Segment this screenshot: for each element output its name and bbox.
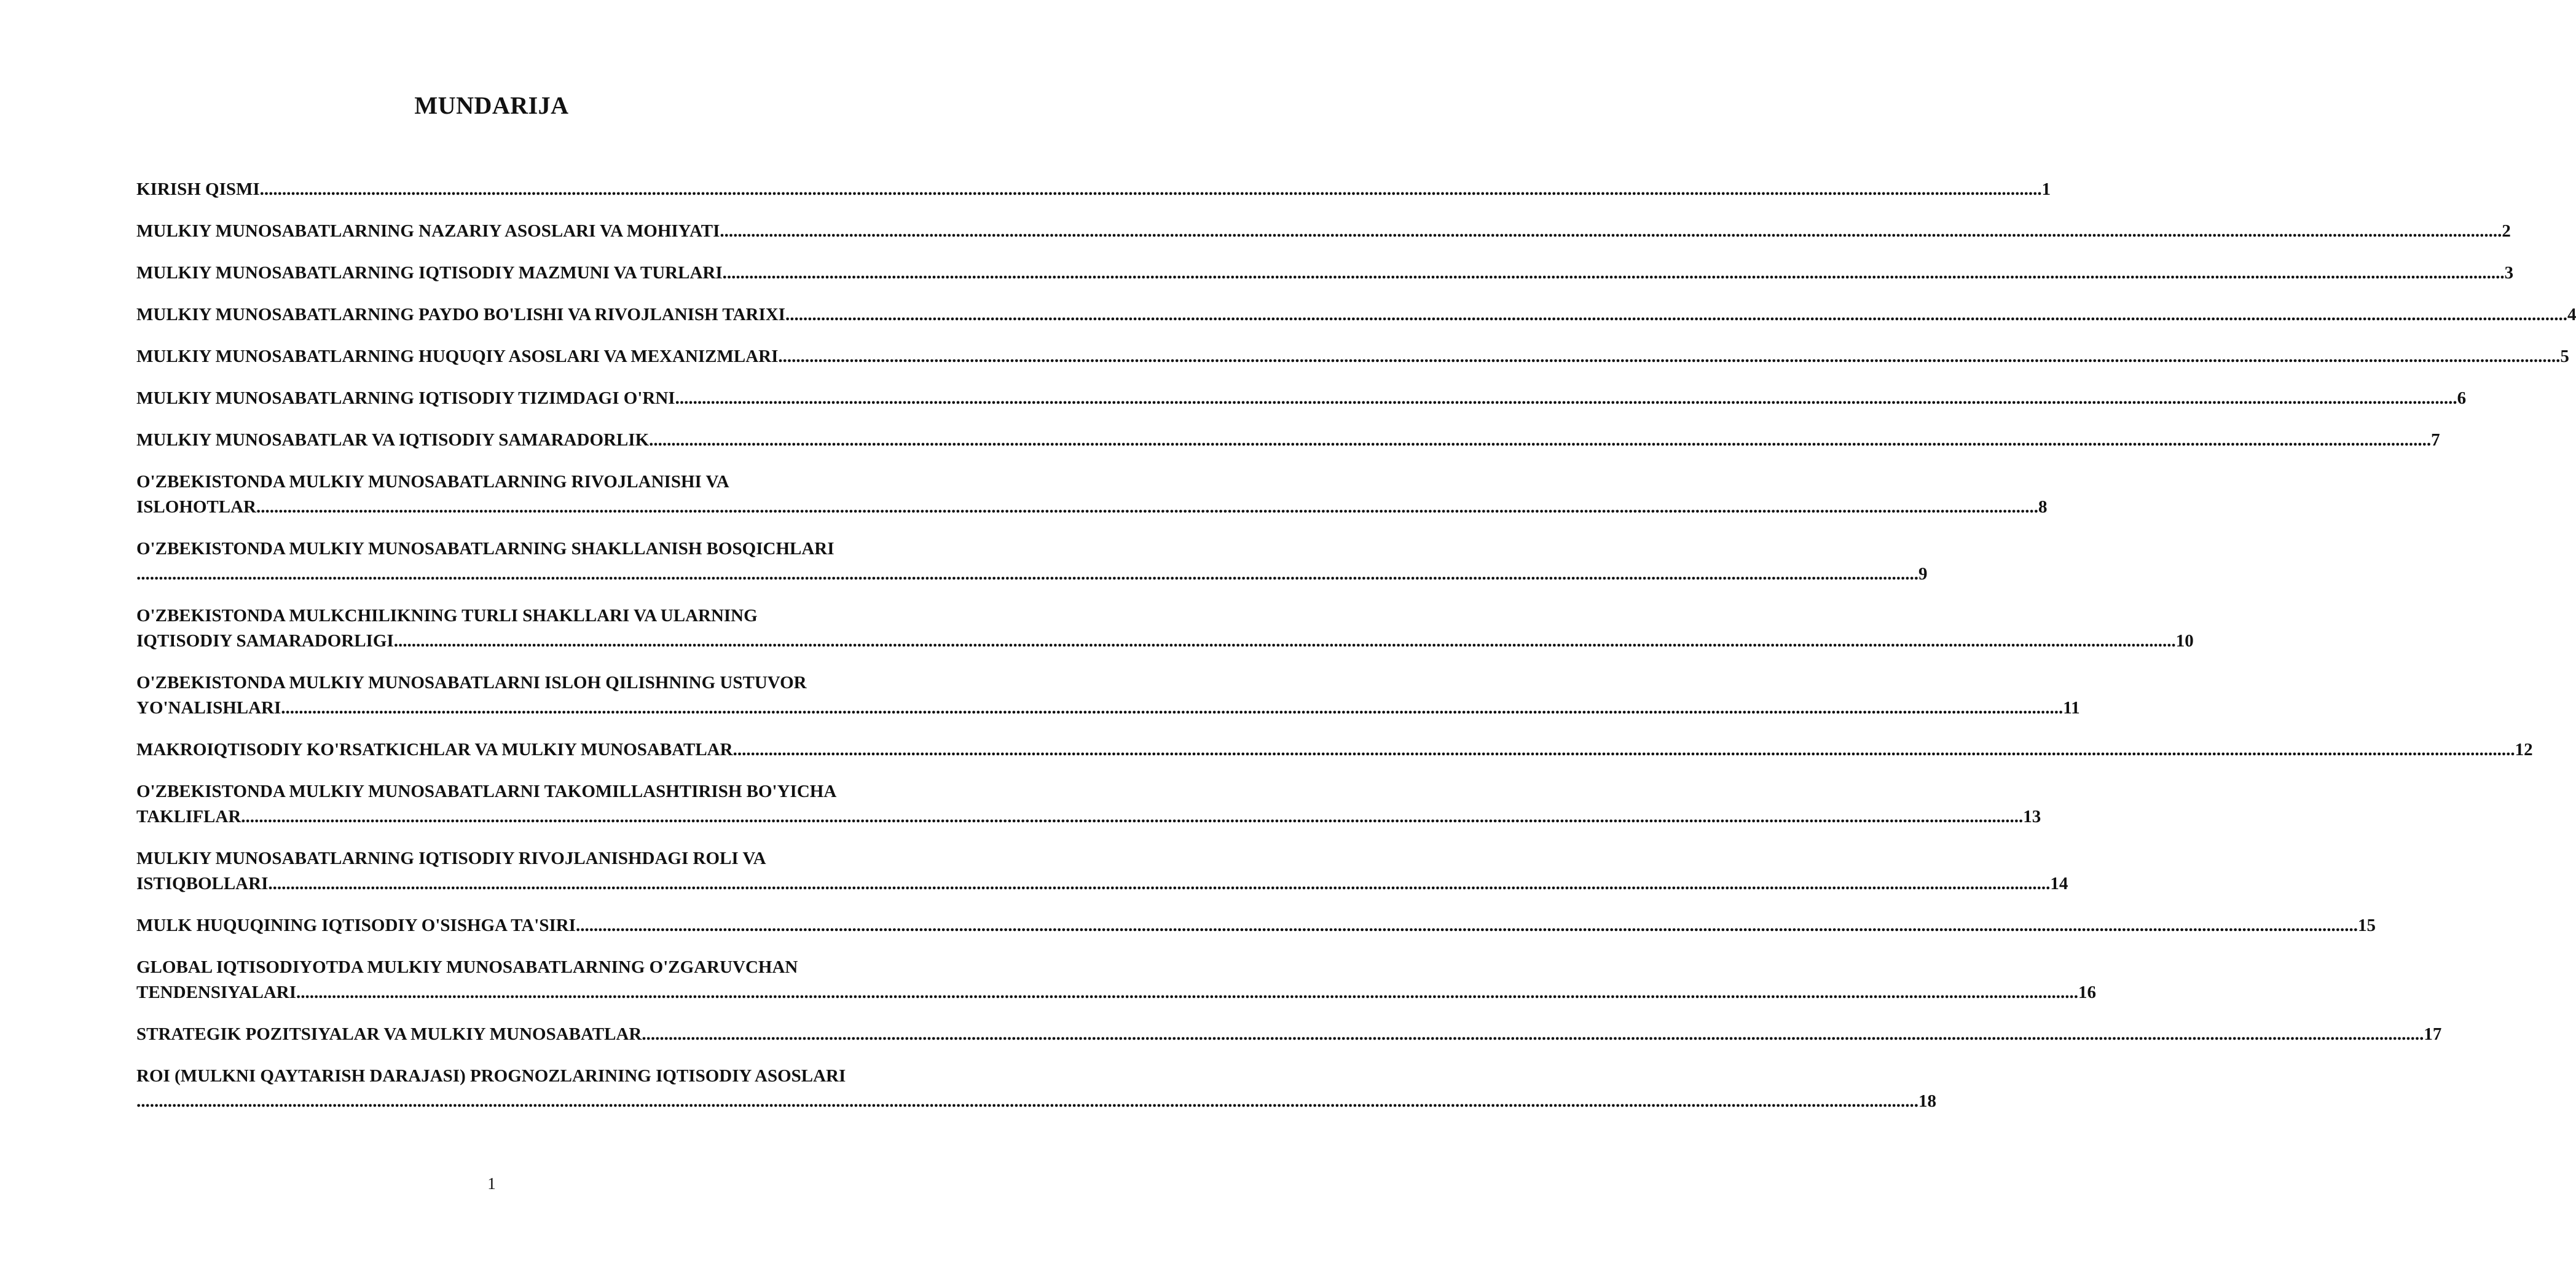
toc-entry-title: MULKIY MUNOSABATLARNING IQTISODIY MAZMUNI VA TURLARI xyxy=(136,263,723,283)
toc-entry-leader-line xyxy=(136,629,2194,654)
toc-entry-title: IQTISODIY SAMARADORLIGI xyxy=(136,631,394,651)
toc-entry[interactable] xyxy=(136,177,2051,202)
toc-entry[interactable] xyxy=(136,386,2467,411)
toc-entry-leader-line xyxy=(136,386,2467,411)
toc-entry[interactable] xyxy=(136,846,2068,897)
toc-entry-title: MAKROIQTISODIY KO'RSATKICHLAR VA MULKIY MUNOSABATLAR xyxy=(136,740,733,760)
toc-entry-title: STRATEGIK POZITSIYALAR VA MULKIY MUNOSABATLAR xyxy=(136,1024,642,1044)
toc-entry-title: KIRISH QISMI xyxy=(136,179,260,199)
toc-entry-page-number: 11 xyxy=(2063,698,2080,718)
toc-entry[interactable] xyxy=(136,536,1928,587)
toc-entry-page-number: 17 xyxy=(2424,1024,2442,1044)
toc-entry-title: TAKLIFLAR xyxy=(136,807,242,826)
dot-leader: ................................................................................................................................................................................................................................................................................................................................................................................................................ xyxy=(778,347,2561,366)
toc-entry[interactable] xyxy=(136,428,2440,453)
toc-entry-page-number: 7 xyxy=(2431,430,2440,450)
toc-entry-title: YO'NALISHLARI xyxy=(136,698,281,718)
dot-leader: ................................................................................................................................................................................................................................................................................................................................................................................................................ xyxy=(256,497,2038,517)
dot-leader: ................................................................................................................................................................................................................................................................................................................................................................................................................ xyxy=(268,874,2051,893)
page-number: 1 xyxy=(487,1174,496,1193)
toc-entry-leader-line xyxy=(136,219,2511,244)
toc-entry-leader-line xyxy=(136,913,2376,938)
toc-entry-title: MULKIY MUNOSABATLARNING IQTISODIY TIZIMDAGI O'RNI xyxy=(136,388,675,408)
toc-entry-leader-line xyxy=(136,344,2569,369)
toc-entry-leader-line xyxy=(136,804,2041,830)
toc-entry-page-number: 13 xyxy=(2023,807,2041,826)
toc-entry-leader-line xyxy=(136,428,2440,453)
toc-entry-page-number: 10 xyxy=(2175,631,2194,651)
toc-entry-leader-line xyxy=(136,177,2051,202)
toc-entry[interactable] xyxy=(136,670,2080,721)
toc-entry-title: MULKIY MUNOSABATLARNING HUQUQIY ASOSLARI VA MEXANIZMLARI xyxy=(136,347,779,366)
toc-entry-title-line: O'ZBEKISTONDA MULKIY MUNOSABATLARNING SHAKLLANISH BOSQICHLARI xyxy=(136,539,834,559)
dot-leader: ................................................................................................................................................................................................................................................................................................................................................................................................................ xyxy=(649,430,2432,450)
toc-entry-title: MULKIY MUNOSABATLARNING PAYDO BO'LISHI VA RIVOJLANISH TARIXI xyxy=(136,305,785,324)
toc-entry-leader-line xyxy=(136,871,2068,897)
dot-leader: ................................................................................................................................................................................................................................................................................................................................................................................................................ xyxy=(136,1091,1918,1111)
toc-entry-leader-line xyxy=(136,495,2048,520)
toc-entry-page-number: 8 xyxy=(2038,497,2048,517)
toc-entry[interactable] xyxy=(136,1022,2442,1047)
dot-leader: ................................................................................................................................................................................................................................................................................................................................................................................................................ xyxy=(393,631,2176,651)
toc-entry-title-line: O'ZBEKISTONDA MULKCHILIKNING TURLI SHAKLLARI VA ULARNING xyxy=(136,606,758,626)
toc-entry-page-number: 1 xyxy=(2041,179,2051,199)
toc-entry-leader-line xyxy=(136,562,1928,587)
toc-entry-leader-line xyxy=(136,302,2576,328)
toc-entry-page-number: 4 xyxy=(2567,305,2576,324)
toc-entry-title-line: O'ZBEKISTONDA MULKIY MUNOSABATLARNI TAKOMILLASHTIRISH BO'YICHA xyxy=(136,782,837,801)
toc-entry-title: ISTIQBOLLARI xyxy=(136,874,269,893)
toc-entry[interactable] xyxy=(136,344,2569,369)
toc-entry[interactable] xyxy=(136,913,2376,938)
toc-entry-title: MULK HUQUQINING IQTISODIY O'SISHGA TA'SIRI xyxy=(136,916,576,935)
toc-entry-page-number: 6 xyxy=(2457,388,2467,408)
toc-entry-leader-line xyxy=(136,1022,2442,1047)
toc-entry[interactable] xyxy=(136,737,2533,763)
toc-entry-title-line: MULKIY MUNOSABATLARNING IQTISODIY RIVOJLANISHDAGI ROLI VA xyxy=(136,849,766,868)
dot-leader: ................................................................................................................................................................................................................................................................................................................................................................................................................ xyxy=(722,263,2505,283)
toc-entry-leader-line xyxy=(136,980,2097,1005)
toc-entry[interactable] xyxy=(136,469,2048,520)
toc-entry[interactable] xyxy=(136,261,2514,286)
dot-leader: ................................................................................................................................................................................................................................................................................................................................................................................................................ xyxy=(642,1024,2424,1044)
toc-entry[interactable] xyxy=(136,779,2041,830)
toc-entry-title: MULKIY MUNOSABATLARNING NAZARIY ASOSLARI VA MOHIYATI xyxy=(136,221,720,241)
toc-entry-page-number: 12 xyxy=(2515,740,2533,760)
dot-leader: ................................................................................................................................................................................................................................................................................................................................................................................................................ xyxy=(259,179,2042,199)
dot-leader: ................................................................................................................................................................................................................................................................................................................................................................................................................ xyxy=(136,564,1918,584)
dot-leader: ................................................................................................................................................................................................................................................................................................................................................................................................................ xyxy=(281,698,2064,718)
toc-entry[interactable] xyxy=(136,955,2097,1005)
toc-entry-leader-line xyxy=(136,261,2514,286)
toc-entry-page-number: 2 xyxy=(2502,221,2511,241)
toc-entry[interactable] xyxy=(136,603,2194,654)
toc-entry-page-number: 14 xyxy=(2050,874,2068,893)
toc-entry-title-line: ROI (MULKNI QAYTARISH DARAJASI) PROGNOZLARINING IQTISODIY ASOSLARI xyxy=(136,1066,846,1086)
toc-entry-title-line: GLOBAL IQTISODIYOTDA MULKIY MUNOSABATLARNING O'ZGARUVCHAN xyxy=(136,957,798,977)
toc-entry[interactable] xyxy=(136,302,2576,328)
toc-entry-leader-line xyxy=(136,1089,1936,1114)
table-of-contents xyxy=(136,177,2576,1131)
dot-leader: ................................................................................................................................................................................................................................................................................................................................................................................................................ xyxy=(241,807,2024,826)
toc-entry-title: ISLOHOTLAR xyxy=(136,497,256,517)
toc-entry-page-number: 9 xyxy=(1918,564,1928,584)
dot-leader: ................................................................................................................................................................................................................................................................................................................................................................................................................ xyxy=(785,305,2567,324)
toc-entry[interactable] xyxy=(136,219,2511,244)
dot-leader: ................................................................................................................................................................................................................................................................................................................................................................................................................ xyxy=(296,983,2079,1002)
toc-entry-page-number: 16 xyxy=(2078,983,2097,1002)
dot-leader: ................................................................................................................................................................................................................................................................................................................................................................................................................ xyxy=(720,221,2502,241)
dot-leader: ................................................................................................................................................................................................................................................................................................................................................................................................................ xyxy=(675,388,2457,408)
toc-entry-title: TENDENSIYALARI xyxy=(136,983,297,1002)
toc-entry[interactable] xyxy=(136,1064,1936,1114)
toc-entry-page-number: 3 xyxy=(2504,263,2514,283)
toc-entry-title: MULKIY MUNOSABATLAR VA IQTISODIY SAMARADORLIK xyxy=(136,430,650,450)
page-title: MUNDARIJA xyxy=(414,92,569,119)
toc-entry-title-line: O'ZBEKISTONDA MULKIY MUNOSABATLARNING RIVOJLANISHI VA xyxy=(136,472,729,492)
dot-leader: ................................................................................................................................................................................................................................................................................................................................................................................................................ xyxy=(732,740,2515,760)
toc-entry-page-number: 15 xyxy=(2357,916,2376,935)
dot-leader: ................................................................................................................................................................................................................................................................................................................................................................................................................ xyxy=(575,916,2358,935)
toc-entry-page-number: 18 xyxy=(1918,1091,1936,1111)
toc-entry-leader-line xyxy=(136,696,2080,721)
toc-entry-page-number: 5 xyxy=(2560,347,2569,366)
toc-entry-leader-line xyxy=(136,737,2533,763)
toc-entry-title-line: O'ZBEKISTONDA MULKIY MUNOSABATLARNI ISLOH QILISHNING USTUVOR xyxy=(136,673,807,693)
